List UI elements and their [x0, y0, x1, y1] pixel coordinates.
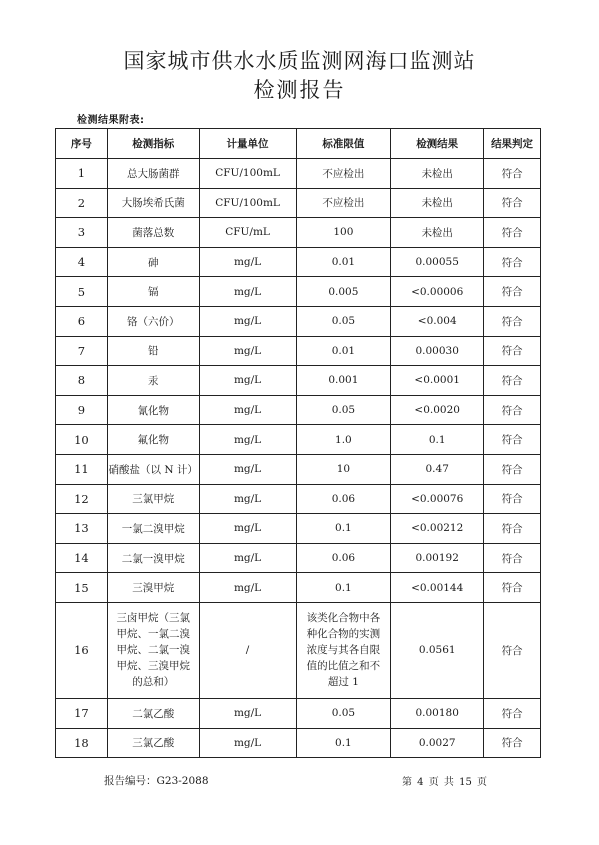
row-verdict: 符合 [484, 188, 541, 218]
row-indicator: 二氯乙酸 [107, 698, 199, 728]
row-indicator: 硝酸盐（以 N 计） [107, 454, 199, 484]
row-unit: mg/L [199, 277, 296, 307]
row-verdict: 符合 [484, 159, 541, 189]
row-limit: 0.05 [296, 306, 391, 336]
row-unit: mg/L [199, 728, 296, 758]
table-row [56, 728, 541, 758]
row-number: 10 [56, 425, 108, 455]
row-number: 3 [56, 218, 108, 248]
row-verdict: 符合 [484, 218, 541, 248]
row-unit: mg/L [199, 514, 296, 544]
row-unit: mg/L [199, 366, 296, 396]
row-indicator: 汞 [107, 366, 199, 396]
row-limit: 0.001 [296, 366, 391, 396]
column-header-indicator: 检测指标 [107, 129, 199, 159]
page-indicator: 第 4 页 共 15 页 [402, 777, 487, 788]
row-number: 2 [56, 188, 108, 218]
row-indicator: 砷 [107, 247, 199, 277]
table-row [56, 484, 541, 514]
row-indicator: 菌落总数 [107, 218, 199, 248]
table-row [56, 543, 541, 573]
row-result: 未检出 [391, 159, 484, 189]
table-row [56, 277, 541, 307]
table-row [56, 395, 541, 425]
column-header-unit: 计量单位 [199, 129, 296, 159]
row-number: 13 [56, 514, 108, 544]
row-limit: 不应检出 [296, 188, 391, 218]
row-indicator: 铬（六价） [107, 306, 199, 336]
row-unit: mg/L [199, 543, 296, 573]
row-number: 15 [56, 573, 108, 603]
row-unit: mg/L [199, 454, 296, 484]
table-row [56, 602, 541, 698]
row-unit: mg/L [199, 395, 296, 425]
row-result: 0.1 [391, 425, 484, 455]
row-indicator: 三溴甲烷 [107, 573, 199, 603]
row-unit: mg/L [199, 336, 296, 366]
row-indicator: 氟化物 [107, 425, 199, 455]
row-result: <0.00212 [391, 514, 484, 544]
row-result: <0.00144 [391, 573, 484, 603]
row-result: 未检出 [391, 188, 484, 218]
table-row [56, 454, 541, 484]
row-number: 1 [56, 159, 108, 189]
row-unit: / [199, 602, 296, 698]
row-limit: 100 [296, 218, 391, 248]
table-row [56, 425, 541, 455]
row-result: 0.00180 [391, 698, 484, 728]
row-verdict: 符合 [484, 395, 541, 425]
row-limit: 0.01 [296, 336, 391, 366]
row-number: 12 [56, 484, 108, 514]
table-row [56, 247, 541, 277]
column-header-limit: 标准限值 [296, 129, 391, 159]
row-unit: CFU/100mL [199, 159, 296, 189]
row-unit: mg/L [199, 306, 296, 336]
row-number: 14 [56, 543, 108, 573]
row-number: 17 [56, 698, 108, 728]
row-unit: mg/L [199, 247, 296, 277]
row-unit: CFU/100mL [199, 188, 296, 218]
table-row [56, 514, 541, 544]
table-row [56, 159, 541, 189]
table-header-row [56, 129, 541, 159]
row-limit: 0.1 [296, 728, 391, 758]
row-unit: mg/L [199, 484, 296, 514]
row-verdict: 符合 [484, 728, 541, 758]
row-number: 8 [56, 366, 108, 396]
row-limit: 0.05 [296, 698, 391, 728]
row-indicator: 氰化物 [107, 395, 199, 425]
row-number: 5 [56, 277, 108, 307]
row-result: <0.00006 [391, 277, 484, 307]
row-verdict: 符合 [484, 336, 541, 366]
row-limit-text: 该类化合物中各种化合物的实测浓度与其各自限值的比值之和不超过 1 [306, 612, 381, 689]
row-limit: 0.1 [296, 514, 391, 544]
row-verdict: 符合 [484, 484, 541, 514]
column-header-no: 序号 [56, 129, 108, 159]
row-result: <0.00076 [391, 484, 484, 514]
row-number: 4 [56, 247, 108, 277]
row-verdict: 符合 [484, 247, 541, 277]
row-result: 0.00030 [391, 336, 484, 366]
row-limit: 1.0 [296, 425, 391, 455]
table-row [56, 336, 541, 366]
row-indicator: 三氯乙酸 [107, 728, 199, 758]
row-indicator: 铅 [107, 336, 199, 366]
row-indicator: 大肠埃希氏菌 [107, 188, 199, 218]
row-indicator: 三氯甲烷 [107, 484, 199, 514]
row-result: 0.0561 [391, 602, 484, 698]
row-limit: 0.06 [296, 484, 391, 514]
row-limit: 0.1 [296, 573, 391, 603]
column-header-result: 检测结果 [391, 129, 484, 159]
row-limit [296, 602, 391, 698]
row-result: <0.0020 [391, 395, 484, 425]
row-number: 18 [56, 728, 108, 758]
row-limit: 10 [296, 454, 391, 484]
row-unit: mg/L [199, 425, 296, 455]
table-row [56, 366, 541, 396]
row-verdict: 符合 [484, 514, 541, 544]
table-caption: 检测结果附表: [77, 115, 145, 126]
row-limit: 0.005 [296, 277, 391, 307]
table-row [56, 306, 541, 336]
row-verdict: 符合 [484, 277, 541, 307]
column-header-verdict: 结果判定 [484, 129, 541, 159]
row-number: 6 [56, 306, 108, 336]
row-verdict: 符合 [484, 573, 541, 603]
row-verdict: 符合 [484, 366, 541, 396]
row-number: 11 [56, 454, 108, 484]
table-row [56, 698, 541, 728]
row-verdict: 符合 [484, 425, 541, 455]
row-indicator: 一氯二溴甲烷 [107, 514, 199, 544]
row-number: 9 [56, 395, 108, 425]
row-verdict: 符合 [484, 543, 541, 573]
row-unit: CFU/mL [199, 218, 296, 248]
row-result: <0.0001 [391, 366, 484, 396]
row-indicator: 镉 [107, 277, 199, 307]
row-number: 7 [56, 336, 108, 366]
row-verdict: 符合 [484, 602, 541, 698]
table-row [56, 188, 541, 218]
row-indicator-text: 三卤甲烷（三氯甲烷、一氯二溴甲烷、二氯一溴甲烷、三溴甲烷的总和） [116, 612, 190, 689]
row-verdict: 符合 [484, 454, 541, 484]
row-limit: 不应检出 [296, 159, 391, 189]
report-number: 报告编号：G23-2088 [104, 775, 209, 787]
table-row [56, 218, 541, 248]
row-result: 0.00055 [391, 247, 484, 277]
row-limit: 0.01 [296, 247, 391, 277]
row-result: 0.0027 [391, 728, 484, 758]
table-row [56, 573, 541, 603]
row-limit: 0.06 [296, 543, 391, 573]
results-table [55, 128, 541, 758]
row-unit: mg/L [199, 698, 296, 728]
row-result: 未检出 [391, 218, 484, 248]
row-limit: 0.05 [296, 395, 391, 425]
row-result: <0.004 [391, 306, 484, 336]
row-verdict: 符合 [484, 698, 541, 728]
row-verdict: 符合 [484, 306, 541, 336]
row-indicator [107, 602, 199, 698]
row-indicator: 二氯一溴甲烷 [107, 543, 199, 573]
row-unit: mg/L [199, 573, 296, 603]
row-number: 16 [56, 602, 108, 698]
report-title: 国家城市供水水质监测网海口监测站 [123, 49, 476, 73]
row-indicator: 总大肠菌群 [107, 159, 199, 189]
report-subtitle: 检测报告 [253, 78, 346, 102]
row-result: 0.00192 [391, 543, 484, 573]
row-result: 0.47 [391, 454, 484, 484]
